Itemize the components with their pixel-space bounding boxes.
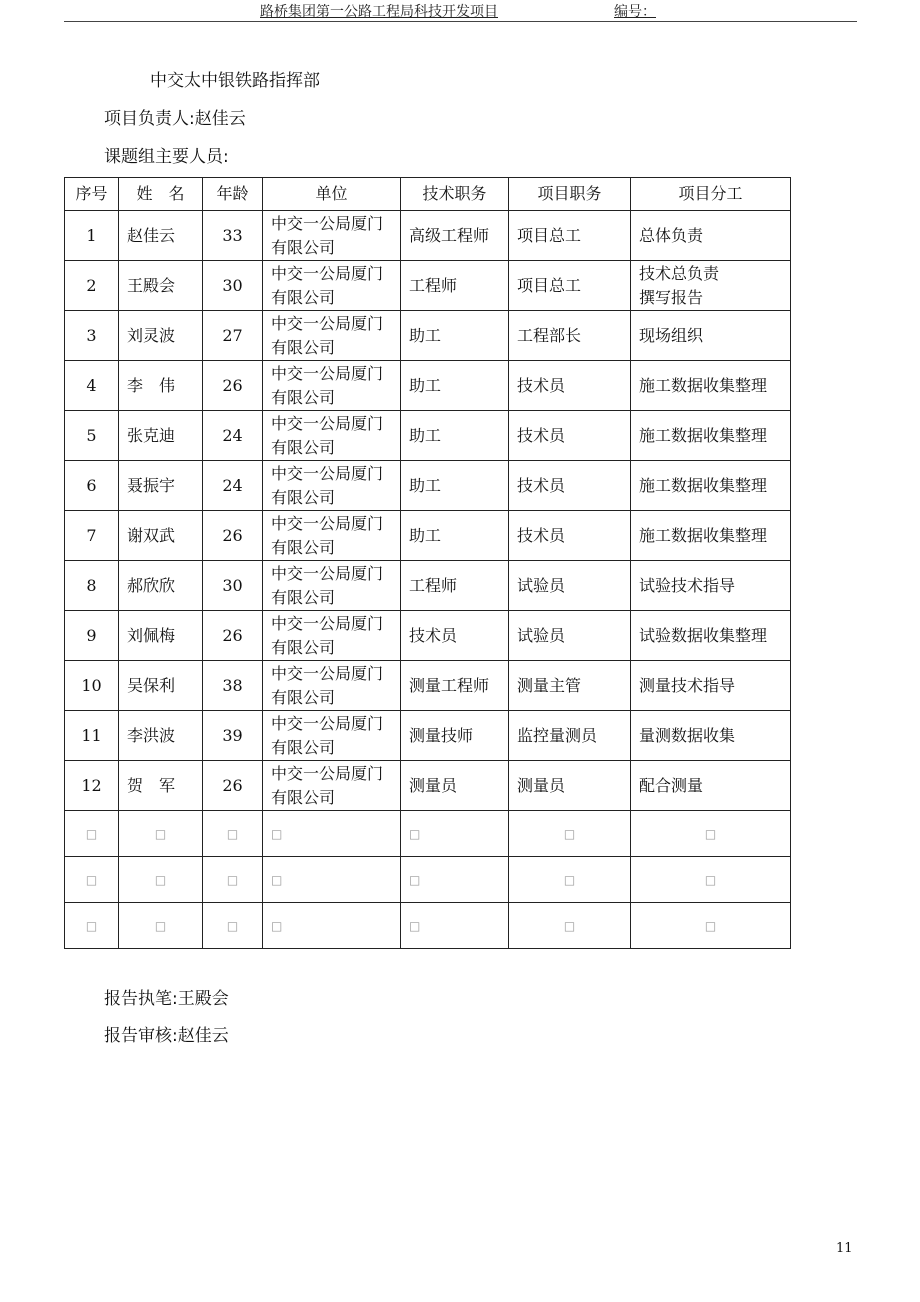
header-title: 路桥集团第一公路工程局科技开发项目: [260, 4, 498, 20]
empty-cell: □: [509, 857, 631, 903]
cell-no: 5: [65, 411, 119, 461]
table-row: [65, 561, 791, 611]
header-cell: 单位: [263, 178, 401, 211]
cell-title: 工程师: [401, 261, 509, 311]
table-row: [65, 611, 791, 661]
cell-duty: 量测数据收集: [631, 711, 791, 761]
header-cell: 项目分工: [631, 178, 791, 211]
cell-name: 张克迪: [119, 411, 203, 461]
table-row: [65, 361, 791, 411]
cell-unit: 中交一公局厦门有限公司: [263, 311, 401, 361]
cell-unit: 中交一公局厦门有限公司: [263, 611, 401, 661]
cell-name: 聂振宇: [119, 461, 203, 511]
report-writer: 报告执笔:王殿会: [104, 989, 229, 1009]
empty-cell: □: [65, 857, 119, 903]
empty-cell: □: [203, 857, 263, 903]
cell-duty: 测量技术指导: [631, 661, 791, 711]
cell-duty: 试验数据收集整理: [631, 611, 791, 661]
cell-unit: 中交一公局厦门有限公司: [263, 461, 401, 511]
cell-name: 刘灵波: [119, 311, 203, 361]
cell-role: 技术员: [509, 461, 631, 511]
cell-title: 助工: [401, 461, 509, 511]
staff-table: [64, 177, 791, 949]
project-lead: 项目负责人:赵佳云: [104, 109, 246, 129]
cell-title: 助工: [401, 311, 509, 361]
cell-role: 试验员: [509, 561, 631, 611]
cell-no: 3: [65, 311, 119, 361]
cell-name: 李 伟: [119, 361, 203, 411]
empty-cell: □: [263, 811, 401, 857]
page-header: [64, 0, 857, 22]
cell-age: 30: [203, 261, 263, 311]
table-row: [65, 211, 791, 261]
cell-title: 测量工程师: [401, 661, 509, 711]
cell-title: 测量技师: [401, 711, 509, 761]
cell-role: 测量员: [509, 761, 631, 811]
cell-duty: 施工数据收集整理: [631, 461, 791, 511]
cell-name: 谢双武: [119, 511, 203, 561]
cell-no: 7: [65, 511, 119, 561]
cell-age: 26: [203, 611, 263, 661]
cell-no: 8: [65, 561, 119, 611]
cell-age: 39: [203, 711, 263, 761]
cell-title: 高级工程师: [401, 211, 509, 261]
empty-cell: □: [631, 903, 791, 949]
cell-name: 王殿会: [119, 261, 203, 311]
empty-cell: □: [401, 811, 509, 857]
cell-title: 测量员: [401, 761, 509, 811]
empty-cell: □: [119, 811, 203, 857]
cell-name: 郝欣欣: [119, 561, 203, 611]
table-row: [65, 461, 791, 511]
cell-unit: 中交一公局厦门有限公司: [263, 761, 401, 811]
organization-name: 中交太中银铁路指挥部: [150, 71, 320, 91]
cell-no: 4: [65, 361, 119, 411]
cell-role: 技术员: [509, 361, 631, 411]
cell-role: 试验员: [509, 611, 631, 661]
table-row: [65, 261, 791, 311]
cell-name: 吴保利: [119, 661, 203, 711]
report-reviewer: 报告审核:赵佳云: [104, 1026, 229, 1046]
cell-age: 26: [203, 361, 263, 411]
table-header-row: [65, 178, 791, 211]
empty-row: [65, 811, 791, 857]
cell-title: 工程师: [401, 561, 509, 611]
header-cell: 项目职务: [509, 178, 631, 211]
cell-title: 助工: [401, 511, 509, 561]
empty-cell: □: [401, 857, 509, 903]
cell-unit: 中交一公局厦门有限公司: [263, 561, 401, 611]
cell-unit: 中交一公局厦门有限公司: [263, 261, 401, 311]
empty-cell: □: [119, 903, 203, 949]
cell-role: 技术员: [509, 511, 631, 561]
cell-no: 1: [65, 211, 119, 261]
empty-cell: □: [401, 903, 509, 949]
empty-cell: □: [263, 857, 401, 903]
cell-age: 26: [203, 511, 263, 561]
cell-name: 赵佳云: [119, 211, 203, 261]
cell-age: 27: [203, 311, 263, 361]
table-row: [65, 311, 791, 361]
cell-no: 2: [65, 261, 119, 311]
cell-role: 监控量测员: [509, 711, 631, 761]
cell-unit: 中交一公局厦门有限公司: [263, 361, 401, 411]
cell-duty: 技术总负责 撰写报告: [631, 261, 791, 311]
cell-name: 刘佩梅: [119, 611, 203, 661]
table-row: [65, 711, 791, 761]
cell-role: 项目总工: [509, 211, 631, 261]
empty-cell: □: [631, 811, 791, 857]
empty-row: [65, 857, 791, 903]
empty-cell: □: [65, 903, 119, 949]
cell-role: 技术员: [509, 411, 631, 461]
header-cell: 姓 名: [119, 178, 203, 211]
cell-title: 技术员: [401, 611, 509, 661]
cell-no: 12: [65, 761, 119, 811]
empty-cell: □: [509, 903, 631, 949]
cell-age: 24: [203, 461, 263, 511]
members-label: 课题组主要人员:: [104, 147, 229, 167]
header-cell: 序号: [65, 178, 119, 211]
empty-cell: □: [119, 857, 203, 903]
cell-duty: 施工数据收集整理: [631, 511, 791, 561]
header-number-label: 编号：: [614, 4, 656, 20]
cell-age: 30: [203, 561, 263, 611]
cell-age: 24: [203, 411, 263, 461]
cell-duty: 施工数据收集整理: [631, 361, 791, 411]
cell-no: 11: [65, 711, 119, 761]
cell-unit: 中交一公局厦门有限公司: [263, 711, 401, 761]
empty-cell: □: [263, 903, 401, 949]
cell-unit: 中交一公局厦门有限公司: [263, 411, 401, 461]
table-row: [65, 411, 791, 461]
cell-title: 助工: [401, 361, 509, 411]
cell-duty: 施工数据收集整理: [631, 411, 791, 461]
header-cell: 技术职务: [401, 178, 509, 211]
cell-unit: 中交一公局厦门有限公司: [263, 511, 401, 561]
table-row: [65, 761, 791, 811]
cell-name: 李洪波: [119, 711, 203, 761]
empty-cell: □: [65, 811, 119, 857]
table-row: [65, 511, 791, 561]
cell-duty: 配合测量: [631, 761, 791, 811]
cell-duty: 总体负责: [631, 211, 791, 261]
empty-row: [65, 903, 791, 949]
cell-name: 贺 军: [119, 761, 203, 811]
cell-role: 工程部长: [509, 311, 631, 361]
cell-unit: 中交一公局厦门有限公司: [263, 211, 401, 261]
cell-age: 33: [203, 211, 263, 261]
cell-duty: 试验技术指导: [631, 561, 791, 611]
cell-duty: 现场组织: [631, 311, 791, 361]
table-row: [65, 661, 791, 711]
cell-no: 9: [65, 611, 119, 661]
cell-title: 助工: [401, 411, 509, 461]
empty-cell: □: [631, 857, 791, 903]
cell-no: 10: [65, 661, 119, 711]
empty-cell: □: [203, 903, 263, 949]
cell-age: 38: [203, 661, 263, 711]
header-cell: 年龄: [203, 178, 263, 211]
empty-cell: □: [509, 811, 631, 857]
cell-role: 项目总工: [509, 261, 631, 311]
cell-role: 测量主管: [509, 661, 631, 711]
cell-unit: 中交一公局厦门有限公司: [263, 661, 401, 711]
page-number: 11: [836, 1241, 853, 1256]
cell-age: 26: [203, 761, 263, 811]
cell-no: 6: [65, 461, 119, 511]
empty-cell: □: [203, 811, 263, 857]
